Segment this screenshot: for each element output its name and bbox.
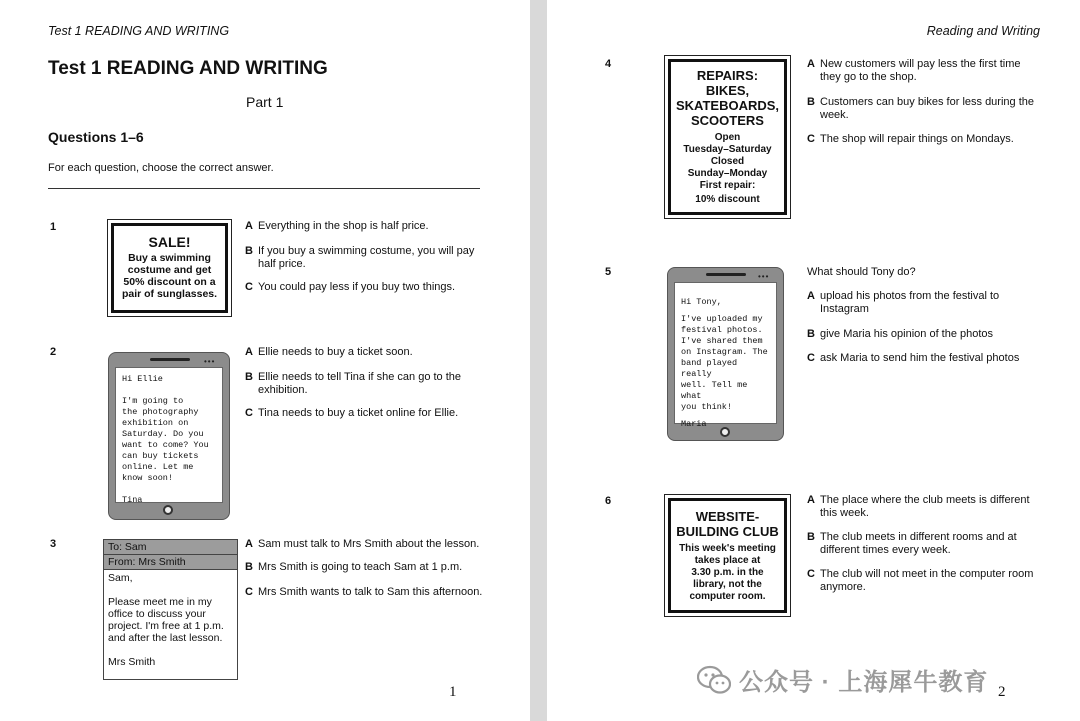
question-number: 3 <box>50 538 57 550</box>
question-number: 5 <box>605 266 612 278</box>
left-page <box>0 0 530 721</box>
wechat-icon <box>697 665 731 695</box>
questions-heading: Questions 1–6 <box>48 129 144 145</box>
question-number: 4 <box>605 58 612 70</box>
phone-message <box>667 267 784 441</box>
sign-line: This week's meeting <box>679 542 776 554</box>
page-number-left: 1 <box>449 684 457 700</box>
options-q4 <box>807 58 1037 146</box>
phone-screen: Hi Tony, I've uploaded my festival photos. I've shared them on Instagram. The band played really well. Tell me what you think! Maria <box>674 282 777 424</box>
instruction: For each question, choose the correct answer. <box>48 162 274 174</box>
phone-dots: ••• <box>204 357 216 366</box>
option-a[interactable]: A Ellie needs to buy a ticket soon. <box>245 346 413 358</box>
option-b[interactable]: B Customers can buy bikes for less during the week. <box>807 96 1034 121</box>
options-q6 <box>807 494 1037 594</box>
part-label: Part 1 <box>246 94 284 110</box>
sign-line: computer room. <box>689 590 766 602</box>
option-b[interactable]: B give Maria his opinion of the photos <box>807 328 994 340</box>
phone-message <box>108 352 230 520</box>
option-c[interactable]: C The shop will repair things on Mondays. <box>807 133 1014 145</box>
phone-screen: Hi Ellie I'm going to the photography exhibition on Saturday. Do you want to come? You can buy tickets online. Let me know soon! Tina <box>115 367 223 503</box>
option-a[interactable]: A upload his photos from the festival to Instagram <box>807 290 1000 315</box>
option-a[interactable]: A The place where the club meets is different this week. <box>807 494 1030 519</box>
email-note <box>103 539 238 680</box>
question-prompt: What should Tony do? <box>807 266 916 278</box>
option-a[interactable]: A Sam must talk to Mrs Smith about the lesson. <box>245 538 480 550</box>
running-head-left: Test 1 READING AND WRITING <box>48 24 230 38</box>
note-body: Sam, Please meet me in my office to discuss your project. I'm free at 1 p.m. and after the last lesson. Mrs Smith <box>108 572 224 668</box>
question-number: 2 <box>50 346 57 358</box>
option-b[interactable]: B Ellie needs to tell Tina if she can go to the exhibition. <box>245 371 462 396</box>
options-q3 <box>245 538 485 599</box>
repairs-sign <box>664 55 791 219</box>
option-a[interactable]: A Everything in the shop is half price. <box>245 220 429 232</box>
phone-speaker <box>706 273 746 276</box>
sign-line: Sunday–Monday <box>687 168 768 179</box>
watermark-text: 公众号 · 上海犀牛教育 <box>739 669 989 696</box>
club-sign <box>664 494 791 617</box>
note-to: To: Sam <box>104 540 237 555</box>
options-q5 <box>807 266 1037 365</box>
option-c[interactable]: C The club will not meet in the computer room anymore. <box>807 568 1034 593</box>
option-b[interactable]: B Mrs Smith is going to teach Sam at 1 p.m. <box>245 561 463 573</box>
sign-heading: SALE! <box>148 234 191 250</box>
question-number: 1 <box>50 221 57 233</box>
sign-line: First repair: <box>699 180 756 191</box>
sign-line: Tuesday–Saturday <box>683 144 772 155</box>
sale-sign <box>107 219 232 317</box>
sign-line: 50% discount on a <box>123 276 216 288</box>
phone-speaker <box>150 358 190 361</box>
option-c[interactable]: C You could pay less if you buy two things. <box>245 281 456 293</box>
sign-line: 10% discount <box>695 194 760 205</box>
option-c[interactable]: C ask Maria to send him the festival photos <box>807 352 1020 364</box>
sign-line: library, not the <box>693 578 762 590</box>
watermark <box>697 662 988 697</box>
phone-home-button <box>720 427 730 437</box>
sign-line: 3.30 p.m. in the <box>691 566 764 578</box>
phone-home-button <box>163 505 173 515</box>
sign-line: Buy a swimming <box>128 252 211 264</box>
question-number: 6 <box>605 495 612 507</box>
option-c[interactable]: C Tina needs to buy a ticket online for Ellie. <box>245 407 459 419</box>
page-number-right: 2 <box>998 684 1006 700</box>
phone-dots: ••• <box>758 272 770 281</box>
divider <box>48 188 480 189</box>
option-c[interactable]: C Mrs Smith wants to talk to Sam this afternoon. <box>245 586 483 598</box>
sign-line: pair of sunglasses. <box>121 288 218 300</box>
options-q2 <box>245 346 485 420</box>
running-head-right: Reading and Writing <box>926 24 1040 38</box>
note-from: From: Mrs Smith <box>104 555 237 570</box>
sign-line: Open <box>714 132 741 143</box>
test-title: Test 1 READING AND WRITING <box>48 58 328 79</box>
sign-heading: REPAIRS: BIKES, SKATEBOARDS, SCOOTERS <box>675 68 780 128</box>
option-b[interactable]: B If you buy a swimming costume, you will pay half price. <box>245 245 475 270</box>
sign-heading: WEBSITE- BUILDING CLUB <box>676 508 779 539</box>
option-a[interactable]: A New customers will pay less the first time they go to the shop. <box>807 58 1021 83</box>
option-b[interactable]: B The club meets in different rooms and at different times every week. <box>807 531 1017 556</box>
sign-line: takes place at <box>694 554 761 566</box>
right-page <box>547 0 1080 721</box>
sign-line: costume and get <box>127 264 212 276</box>
sign-line: Closed <box>710 156 745 167</box>
options-q1 <box>245 220 485 294</box>
